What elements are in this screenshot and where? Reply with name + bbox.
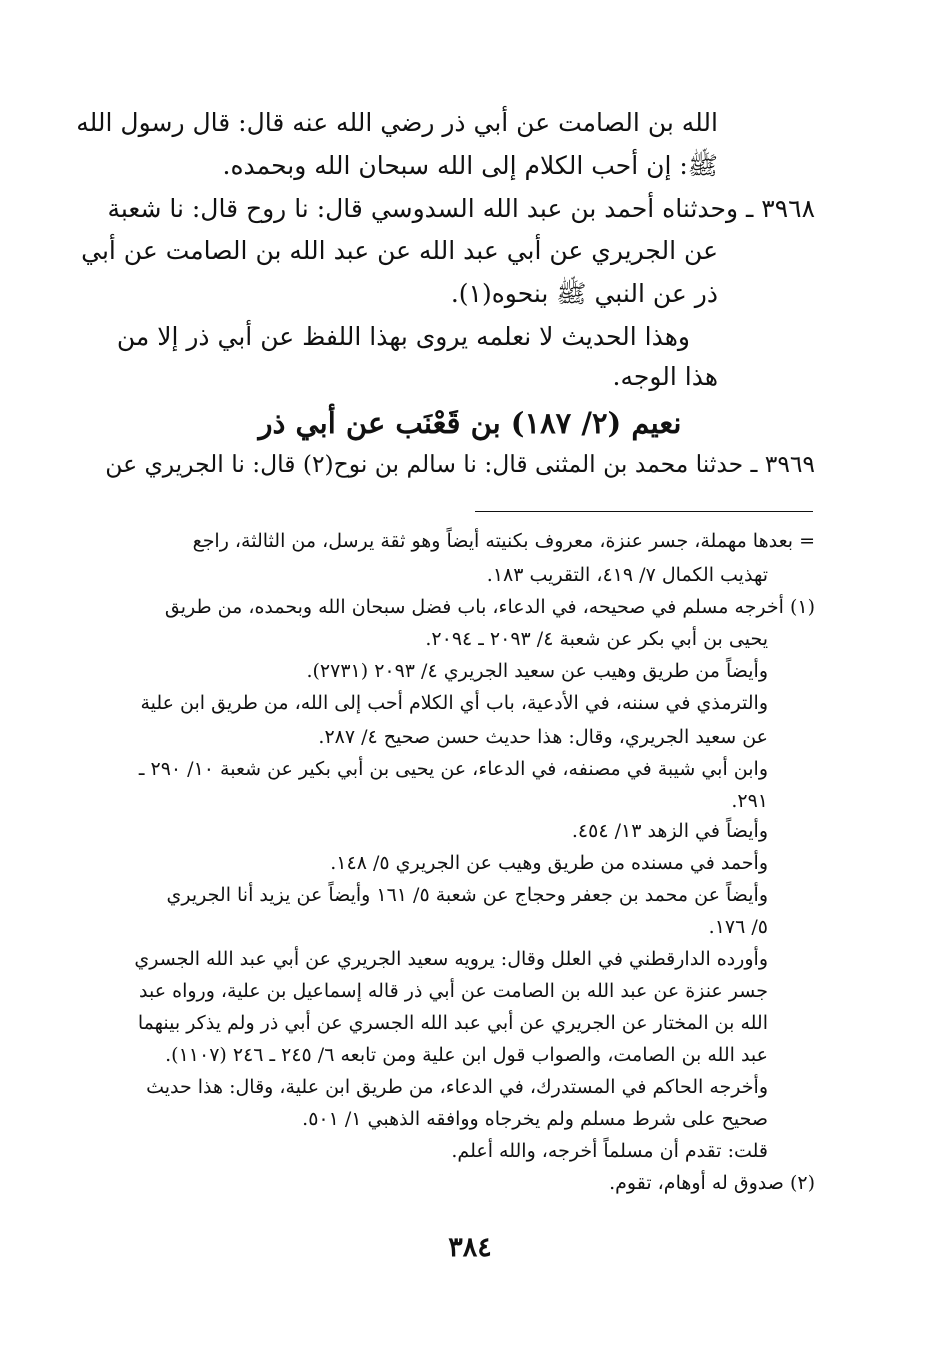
footnote-line: عن سعيد الجريري، وقال: هذا حديث حسن صحيح ٤/ ٢٨٧. bbox=[318, 726, 768, 748]
footnote-2-line: (٢) صدوق له أوهام، تقوم. bbox=[609, 1172, 815, 1194]
text-line: وهذا الحديث لا نعلمه يروى بهذا اللفظ عن أبي ذر إلا من bbox=[116, 322, 690, 351]
hadith-3969-line: ٣٩٦٩ ـ حدثنا محمد بن المثنى قال: نا سالم بن نوح(٢) قال: نا الجريري عن bbox=[105, 450, 815, 478]
page-number: ٣٨٤ bbox=[448, 1232, 492, 1263]
footnote-line: وابن أبي شيبة في مصنفه، في الدعاء، عن يحيى بن أبي بكير عن شعبة ١٠/ ٢٩٠ ـ bbox=[138, 758, 768, 780]
text-line: هذا الوجه. bbox=[612, 362, 718, 391]
footnote-line: وأورده الدارقطني في العلل وقال: يرويه سعيد الجريري عن أبي عبد الله الجسري bbox=[134, 948, 768, 970]
footnote-line: وأيضاً في الزهد ١٣/ ٤٥٤. bbox=[571, 820, 768, 842]
text-line: عن الجريري عن أبي عبد الله عن عبد الله بن الصامت عن أبي bbox=[81, 236, 718, 265]
footnote-line: صحيح على شرط مسلم ولم يخرجاه ووافقه الذهبي ١/ ٥٠١. bbox=[302, 1108, 768, 1130]
text-line: ذر عن النبي ﷺ بنحوه(١). bbox=[450, 279, 718, 308]
footnote-line: قلت: تقدم أن مسلماً أخرجه، والله أعلم. bbox=[451, 1140, 768, 1162]
text-line: ﷺ: إن أحب الكلام إلى الله سبحان الله وبحمده. bbox=[222, 151, 718, 180]
footnote-line: وأيضاً من طريق وهيب عن سعيد الجريري ٤/ ٢٠٩٣ (٢٧٣١). bbox=[306, 660, 768, 682]
footnote-line: يحيى بن أبي بكر عن شعبة ٤/ ٢٠٩٣ ـ ٢٠٩٤. bbox=[425, 628, 768, 650]
text-line: الله بن الصامت عن أبي ذر رضي الله عنه قال: قال رسول الله bbox=[76, 108, 718, 137]
footnote-line: ٢٩١. bbox=[731, 790, 768, 812]
footnote-line: جسر عنزة عن عبد الله بن الصامت عن أبي ذر قاله إسماعيل بن علية، ورواه عبد bbox=[139, 980, 768, 1002]
footnote-divider bbox=[475, 511, 813, 512]
footnote-line: والترمذي في سننه، في الأدعية، باب أي الكلام أحب إلى الله، من طريق ابن علية bbox=[140, 692, 768, 714]
section-heading: نعيم (٢/ ١٨٧) بن قَعْنَب عن أبي ذر bbox=[258, 406, 682, 440]
footnote-line: الله بن المختار عن الجريري عن أبي عبد الله الجسري عن أبي ذر ولم يذكر بينهما bbox=[137, 1012, 768, 1034]
footnote-line: عبد الله بن الصامت، والصواب قول ابن علية ومن تابعه ٦/ ٢٤٥ ـ ٢٤٦ (١١٠٧). bbox=[165, 1044, 768, 1066]
footnote-line: وأخرجه الحاكم في المستدرك، في الدعاء، من طريق ابن علية، وقال: هذا حديث bbox=[146, 1076, 768, 1098]
footnote-line: وأحمد في مسنده من طريق وهيب عن الجريري ٥/ ١٤٨. bbox=[330, 852, 768, 874]
footnote-line: وأيضاً عن محمد بن جعفر وحجاج عن شعبة ٥/ ١٦١ وأيضاً عن يزيد أنا الجريري bbox=[166, 884, 768, 906]
footnote-line: = بعدها مهملة، جسر عنزة، معروف بكنيته أيضاً وهو ثقة يرسل، من الثالثة، راجع bbox=[192, 530, 815, 552]
hadith-3968-line: ٣٩٦٨ ـ وحدثناه أحمد بن عبد الله السدوسي قال: نا روح قال: نا شعبة bbox=[107, 194, 815, 223]
footnote-1-line: (١) أخرجه مسلم في صحيحه، في الدعاء، باب فضل سبحان الله وبحمده، من طريق bbox=[164, 596, 815, 618]
footnote-line: تهذيب الكمال ٧/ ٤١٩، التقريب ١٨٣. bbox=[486, 564, 768, 586]
footnote-line: ٥/ ١٧٦. bbox=[708, 916, 768, 938]
